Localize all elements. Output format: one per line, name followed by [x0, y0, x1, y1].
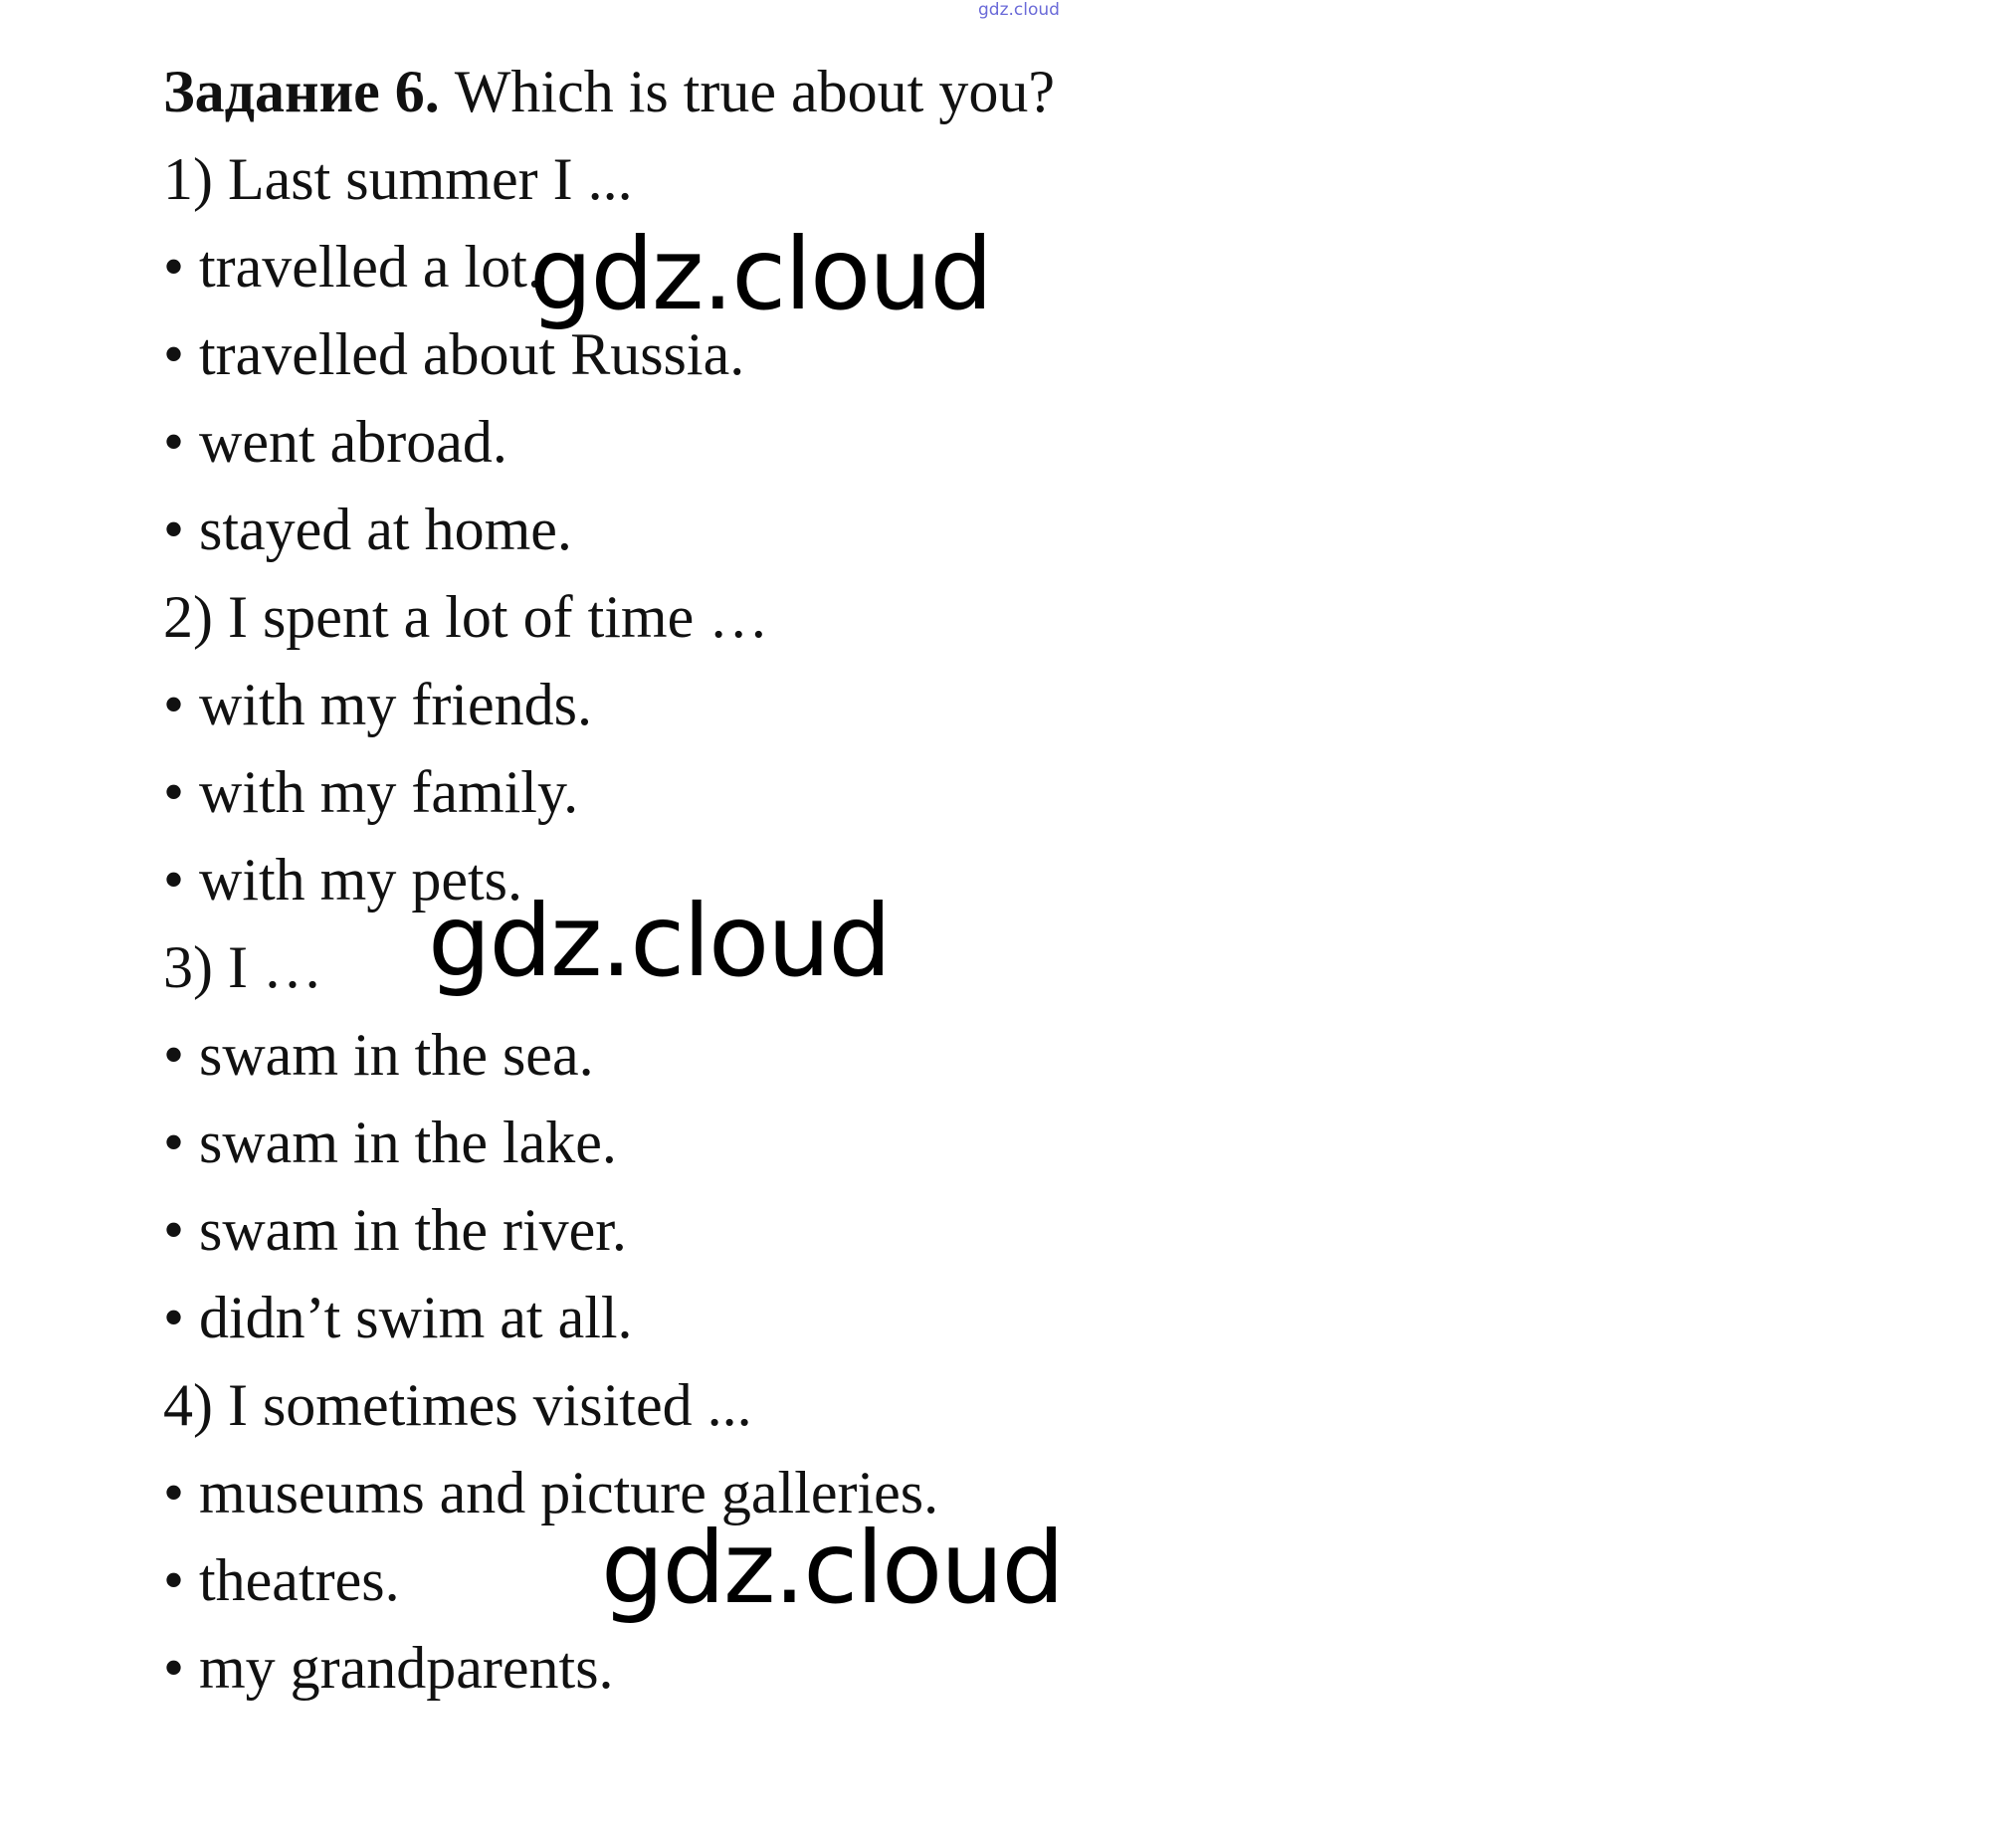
option-item: • my grandparents. — [163, 1635, 614, 1701]
task-title: Which is true about you? — [454, 59, 1055, 124]
option-item: • didn’t swim at all. — [163, 1285, 633, 1350]
watermark-3: gdz.cloud — [601, 1510, 1064, 1626]
option-item: • with my pets. — [163, 847, 522, 913]
task-heading — [163, 59, 1055, 124]
question-3: 3) I … — [163, 934, 322, 1000]
question-4: 4) I sometimes visited ... — [163, 1372, 752, 1438]
option-item: • museums and picture galleries. — [163, 1460, 939, 1525]
question-2: 2) I spent a lot of time … — [163, 584, 769, 650]
option-item: • theatres. — [163, 1547, 400, 1613]
option-item: • swam in the sea. — [163, 1022, 594, 1088]
option-item: • swam in the lake. — [163, 1110, 617, 1175]
question-1: 1) Last summer I ... — [163, 146, 633, 212]
watermark-2: gdz.cloud — [428, 883, 891, 999]
option-item: • travelled about Russia. — [163, 321, 745, 387]
option-item: • with my friends. — [163, 672, 592, 737]
option-item: • swam in the river. — [163, 1197, 627, 1263]
option-item: • went abroad. — [163, 409, 507, 475]
option-item: • stayed at home. — [163, 497, 572, 562]
task-label: Задание 6. — [163, 59, 440, 124]
watermark-small: gdz.cloud — [978, 0, 1060, 20]
option-item: • travelled a lot. — [163, 234, 542, 300]
watermark-1: gdz.cloud — [529, 216, 992, 332]
option-item: • with my family. — [163, 759, 579, 825]
